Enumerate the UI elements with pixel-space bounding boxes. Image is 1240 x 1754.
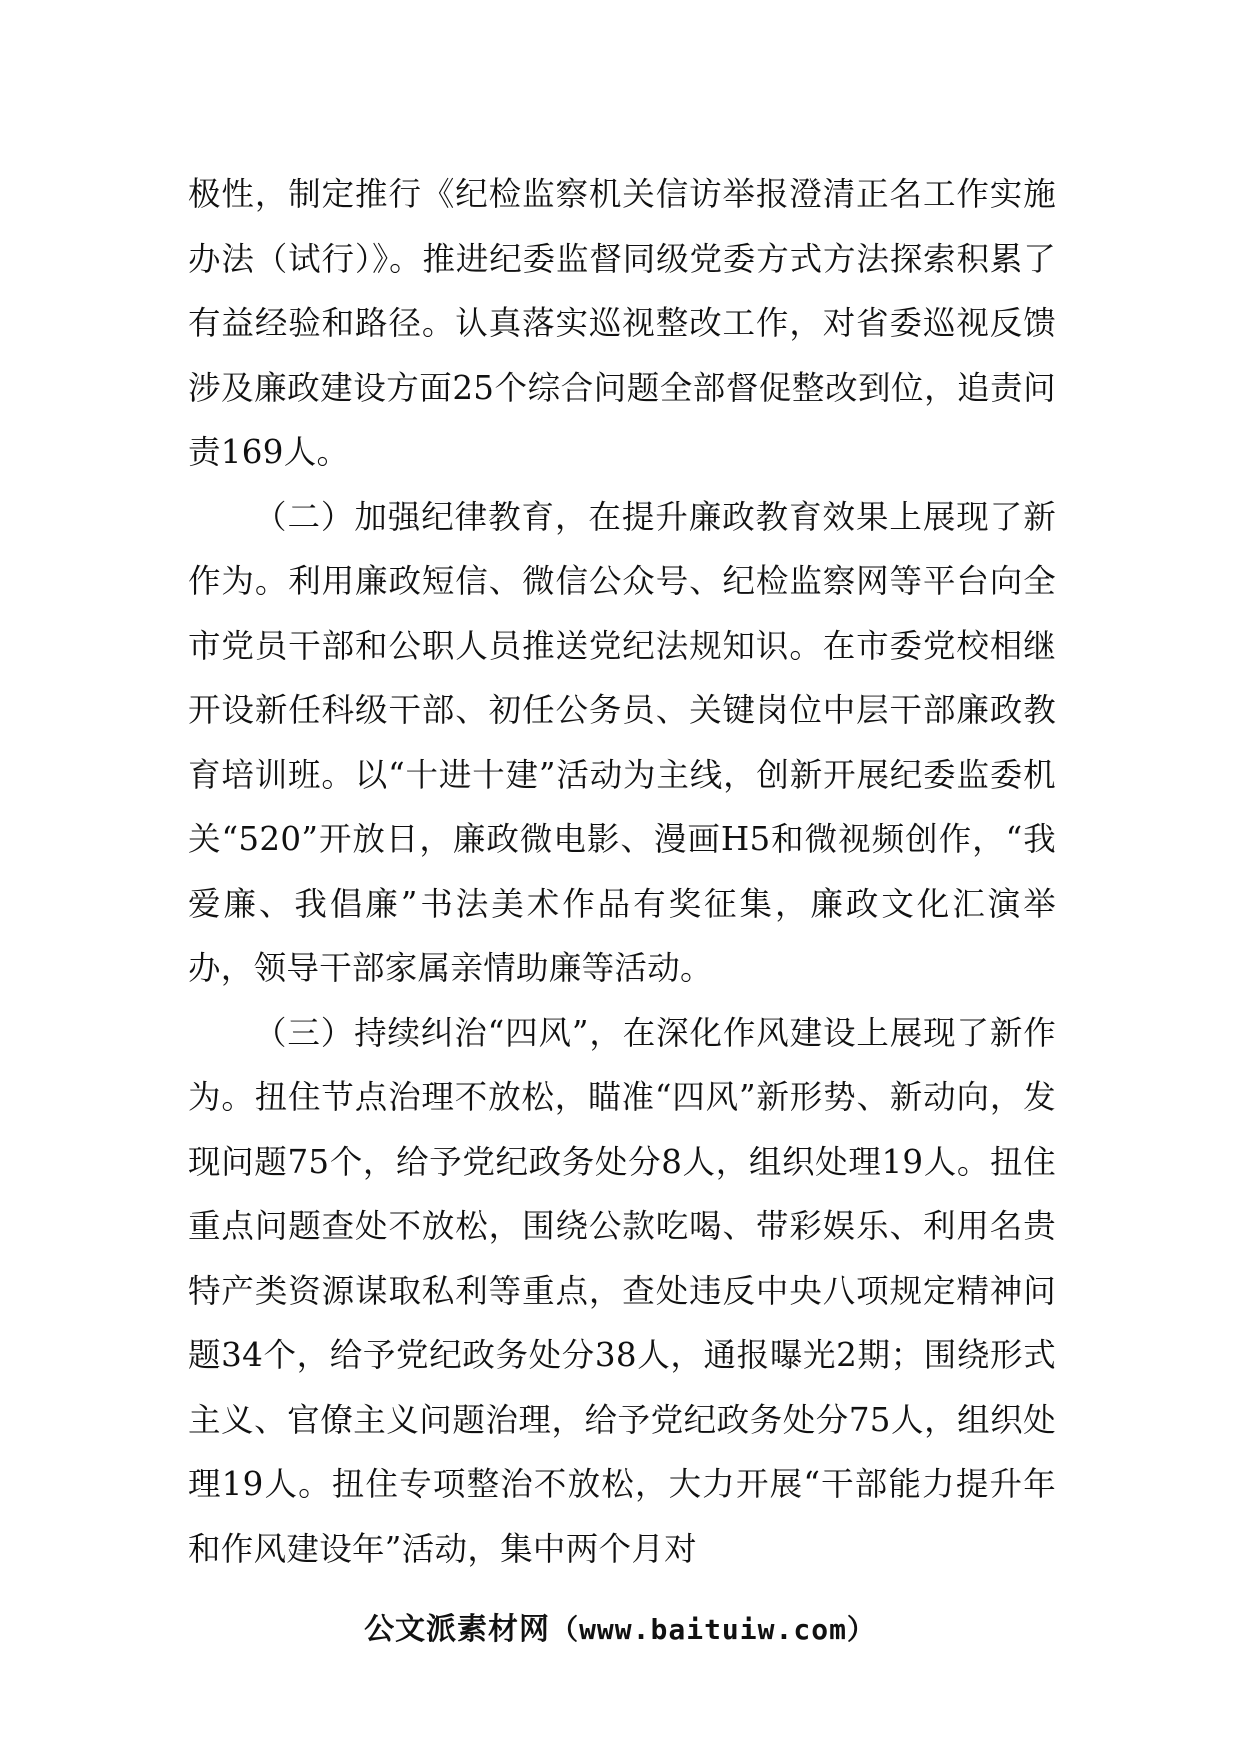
footer-site-name: 公文派素材网	[364, 1612, 551, 1647]
paragraph-2: （二）加强纪律教育，在提升廉政教育效果上展现了新作为。利用廉政短信、微信公众号、纪检监察网等平台向全市党员干部和公职人员推送党纪法规知识。在市委党校相继开设新任科级干部、初任公务员、关键岗位中层干部廉政教育培训班。以“十进十建”活动为主线，创新开展纪委监委机关“520”开放日，廉政微电影、漫画H5和微视频创作，“我爱廉、我倡廉”书法美术作品有奖征集，廉政文化汇演举办，领导干部家属亲情助廉等活动。	[188, 497, 1056, 987]
paragraph-1: 极性，制定推行《纪检监察机关信访举报澄清正名工作实施办法（试行）》。推进纪委监督同级党委方式方法探索积累了有益经验和路径。认真落实巡视整改工作，对省委巡视反馈涉及廉政建设方面25个综合问题全部督促整改到位，追责问责169人。	[188, 175, 1056, 471]
document-body	[188, 162, 1056, 1581]
paragraph-3: （三）持续纠治“四风”，在深化作风建设上展现了新作为。扭住节点治理不放松，瞄准“四风”新形势、新动向，发现问题75个，给予党纪政务处分8人，组织处理19人。扭住重点问题查处不放松，围绕公款吃喝、带彩娱乐、利用名贵特产类资源谋取私利等重点，查处违反中央八项规定精神问题34个，给予党纪政务处分38人，通报曝光2期；围绕形式主义、官僚主义问题治理，给予党纪政务处分75人，组织处理19人。扭住专项整治不放松，大力开展“干部能力提升年和作风建设年”活动，集中两个月对	[188, 1013, 1056, 1568]
footer-site-url: （www.baituiw.com）	[550, 1613, 876, 1646]
page-footer-watermark	[0, 1604, 1240, 1648]
